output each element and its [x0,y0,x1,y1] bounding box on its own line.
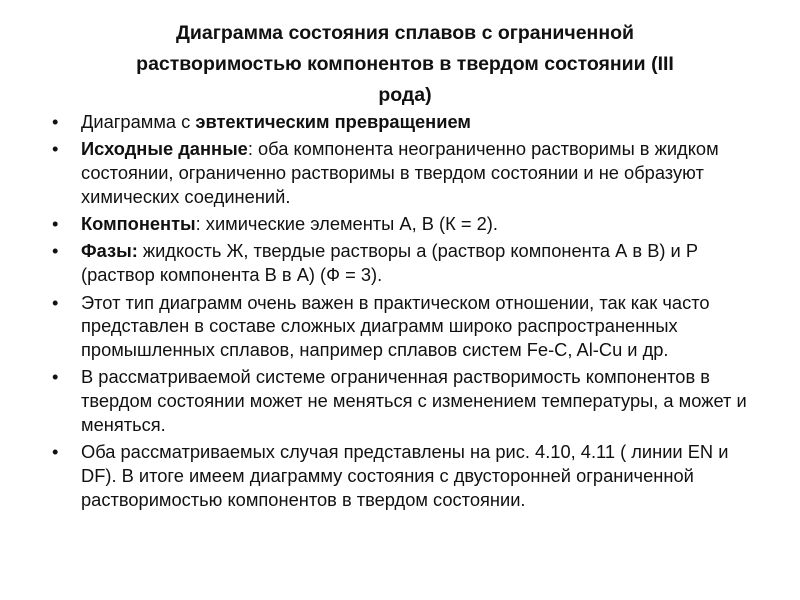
bullet-item-figures [48,440,760,511]
bullet-item-components [48,212,760,236]
bullet-list [48,110,760,515]
title-line-1: Диаграмма состояния сплавов с ограниченной [175,22,635,44]
bullet-text-bold: Фазы: [81,240,138,262]
bullet-dot: • [52,291,59,313]
title-line-3: рода) [378,84,432,106]
bullet-text-bold: эвтектическим превращением [195,111,471,132]
bullet-item-solubility [48,365,760,436]
bullet-dot: • [52,138,59,160]
bullet-text-bold: Компоненты [81,213,196,235]
bullet-dot: • [52,441,59,463]
slide-title [60,18,750,111]
bullet-dot: • [52,240,59,262]
bullet-text-bold: Исходные данные [81,138,248,160]
bullet-text-post: жидкость Ж, твердые растворы a (раствор компонента А в В) и Р (раствор компонента В в А) (Ф = 3). [81,240,699,286]
bullet-item-eutectic [48,110,760,134]
bullet-text-post: : химические элементы А, В (К = 2). [195,213,498,235]
bullet-text-pre: Диаграмма с [81,111,196,132]
bullet-text-post: : оба компонента неограниченно растворимы в жидком состоянии, ограниченно растворимы в твердом состоянии и не образуют химических соединений. [81,138,719,207]
bullet-item-initial-data [48,137,760,208]
bullet-item-phases [48,239,760,287]
bullet-item-importance [48,291,760,362]
bullet-dot: • [52,366,59,388]
title-line-2: растворимостью компонентов в твердом состоянии (III [136,53,674,75]
bullet-text: В рассматриваемой системе ограниченная растворимость компонентов в твердом состоянии может не меняться с изменением температуры, а может и меняться. [81,366,747,436]
bullet-dot: • [52,111,59,132]
bullet-text: Оба рассматриваемых случая представлены на рис. 4.10, 4.11 ( линии EN и DF). В итоге имеем диаграмму состояния с двусторонней ограниченной растворимостью компонентов в твердом состоянии. [81,441,729,510]
bullet-dot: • [52,213,59,235]
bullet-text: Этот тип диаграмм очень важен в практическом отношении, так как часто представлен в составе сложных диаграмм широко распространенных промышленных сплавов, например сплавов систем Fe-C, Al-Cu и др. [81,291,710,361]
